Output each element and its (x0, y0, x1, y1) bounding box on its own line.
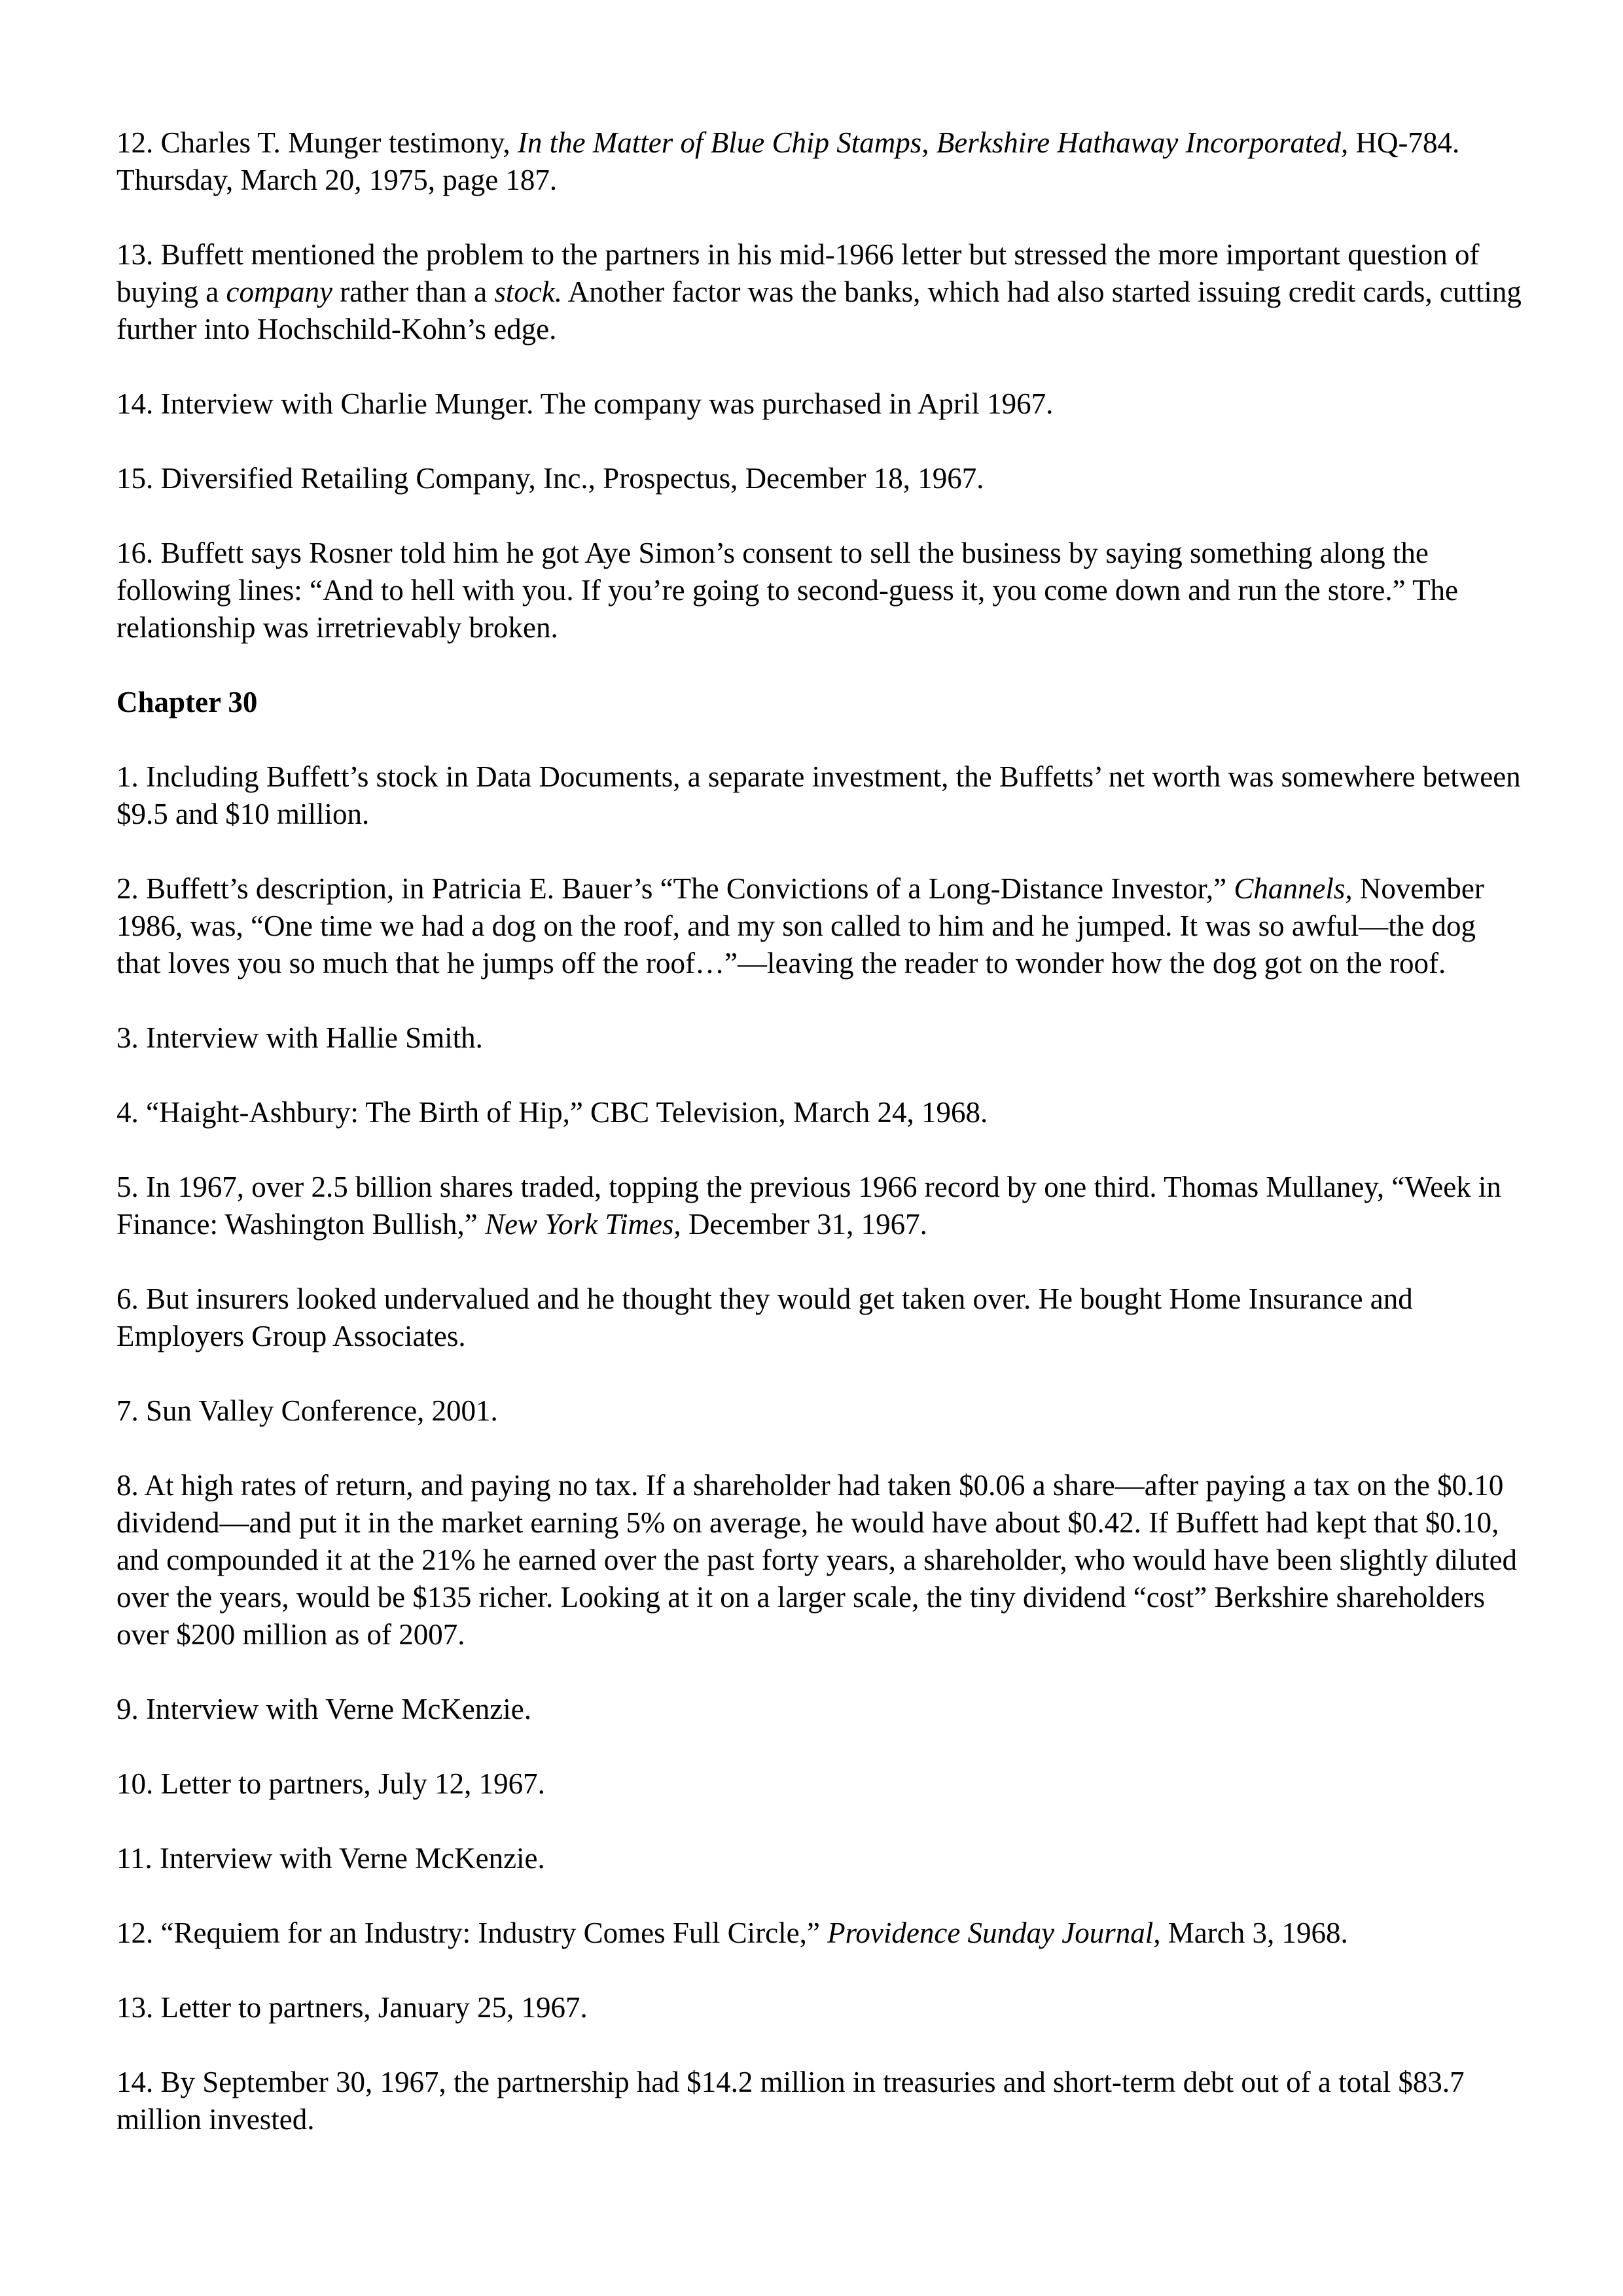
note-text: 12. Charles T. Munger testimony, (116, 126, 518, 159)
notes-section-chapter-30 (116, 758, 1524, 2138)
endnote-11 (116, 1840, 1524, 1877)
endnote-12 (116, 1915, 1524, 1952)
note-text: 1. Including Buffett’s stock in Data Documents, a separate investment, the Buffetts’ net worth was somewhere between $9.5 and $10 million. (116, 760, 1521, 830)
endnote-3 (116, 1019, 1524, 1057)
endnote-1 (116, 758, 1524, 833)
italic-title: company (226, 275, 332, 308)
endnote-14 (116, 2064, 1524, 2138)
note-text: 7. Sun Valley Conference, 2001. (116, 1394, 498, 1427)
italic-title: stock. (494, 275, 563, 308)
endnote-8 (116, 1467, 1524, 1653)
note-text: 14. By September 30, 1967, the partnership had $14.2 million in treasuries and short-term debt out of a total $83.7 million invested. (116, 2066, 1465, 2136)
note-text: 13. Letter to partners, January 25, 1967. (116, 1991, 588, 2024)
note-text: 11. Interview with Verne McKenzie. (116, 1842, 545, 1875)
note-text: rather than a (332, 275, 495, 308)
note-text: 5. In 1967, over 2.5 billion shares traded, topping the previous 1966 record by one third. Thomas Mullaney, “Week in Finance: Washington Bullish,” (116, 1171, 1501, 1241)
endnote-14 (116, 385, 1524, 423)
endnote-5 (116, 1169, 1524, 1243)
endnote-7 (116, 1392, 1524, 1430)
note-text: 8. At high rates of return, and paying no tax. If a shareholder had taken $0.06 a share—after paying a tax on the $0.10 dividend—and put it in the market earning 5% on average, he would have about $0.42. If Buffett had kept that $0.10, and compounded it at the 21% he earned over the past forty years, a shareholder, who would have been slightly diluted over the years, would be $135 richer. Looking at it on a larger scale, the tiny dividend “cost” Berkshire shareholders over $200 million as of 2007. (116, 1469, 1518, 1651)
note-text: 6. But insurers looked undervalued and he thought they would get taken over. He bought Home Insurance and Employers Group Associates. (116, 1282, 1413, 1352)
endnote-2 (116, 870, 1524, 982)
note-text: 12. “Requiem for an Industry: Industry Comes Full Circle,” (116, 1916, 828, 1949)
endnote-13 (116, 1989, 1524, 2026)
note-text: 13. Buffett mentioned the problem to the partners in his mid-1966 letter but stressed the more important question of buying a (116, 238, 1480, 308)
endnote-9 (116, 1691, 1524, 1728)
endnote-10 (116, 1765, 1524, 1803)
document-page (116, 124, 1524, 2176)
endnote-13 (116, 236, 1524, 348)
notes-section-continued (116, 124, 1524, 646)
endnote-16 (116, 535, 1524, 646)
italic-title: In the Matter of Blue Chip Stamps, Berkshire Hathaway Incorporated, (517, 126, 1349, 159)
note-text: 9. Interview with Verne McKenzie. (116, 1693, 531, 1725)
italic-title: Providence Sunday Journal, (827, 1916, 1161, 1949)
note-text: 15. Diversified Retailing Company, Inc., Prospectus, December 18, 1967. (116, 462, 984, 495)
note-text: 4. “Haight-Ashbury: The Birth of Hip,” CBC Television, March 24, 1968. (116, 1096, 988, 1129)
chapter-heading: Chapter 30 (116, 686, 258, 718)
endnote-6 (116, 1280, 1524, 1355)
note-text: December 31, 1967. (681, 1208, 927, 1241)
note-text: 16. Buffett says Rosner told him he got Aye Simon’s consent to sell the business by saying something along the following lines: “And to hell with you. If you’re going to second-guess it, you come down and run the store.” The relationship was irretrievably broken. (116, 537, 1459, 644)
note-text: March 3, 1968. (1160, 1916, 1348, 1949)
note-text: 10. Letter to partners, July 12, 1967. (116, 1767, 545, 1800)
endnote-4 (116, 1094, 1524, 1131)
note-text: November 1986, was, “One time we had a dog on the roof, and my son called to him and he jumped. It was so awful—the dog that loves you so much that he jumps off the roof…”—leaving the reader to wonder how the dog got on the roof. (116, 872, 1484, 980)
note-text: HQ-784. Thursday, March 20, 1975, page 187. (116, 126, 1460, 196)
endnote-15 (116, 460, 1524, 497)
endnote-12 (116, 124, 1524, 199)
italic-title: New York Times, (485, 1208, 681, 1241)
note-text: 3. Interview with Hallie Smith. (116, 1021, 483, 1054)
note-text: 14. Interview with Charlie Munger. The company was purchased in April 1967. (116, 387, 1054, 420)
italic-title: Channels, (1234, 872, 1353, 905)
note-text: 2. Buffett’s description, in Patricia E. Bauer’s “The Convictions of a Long-Distance Investor,” (116, 872, 1234, 905)
note-text: Another factor was the banks, which had also started issuing credit cards, cutting further into Hochschild-Kohn’s edge. (116, 275, 1522, 345)
